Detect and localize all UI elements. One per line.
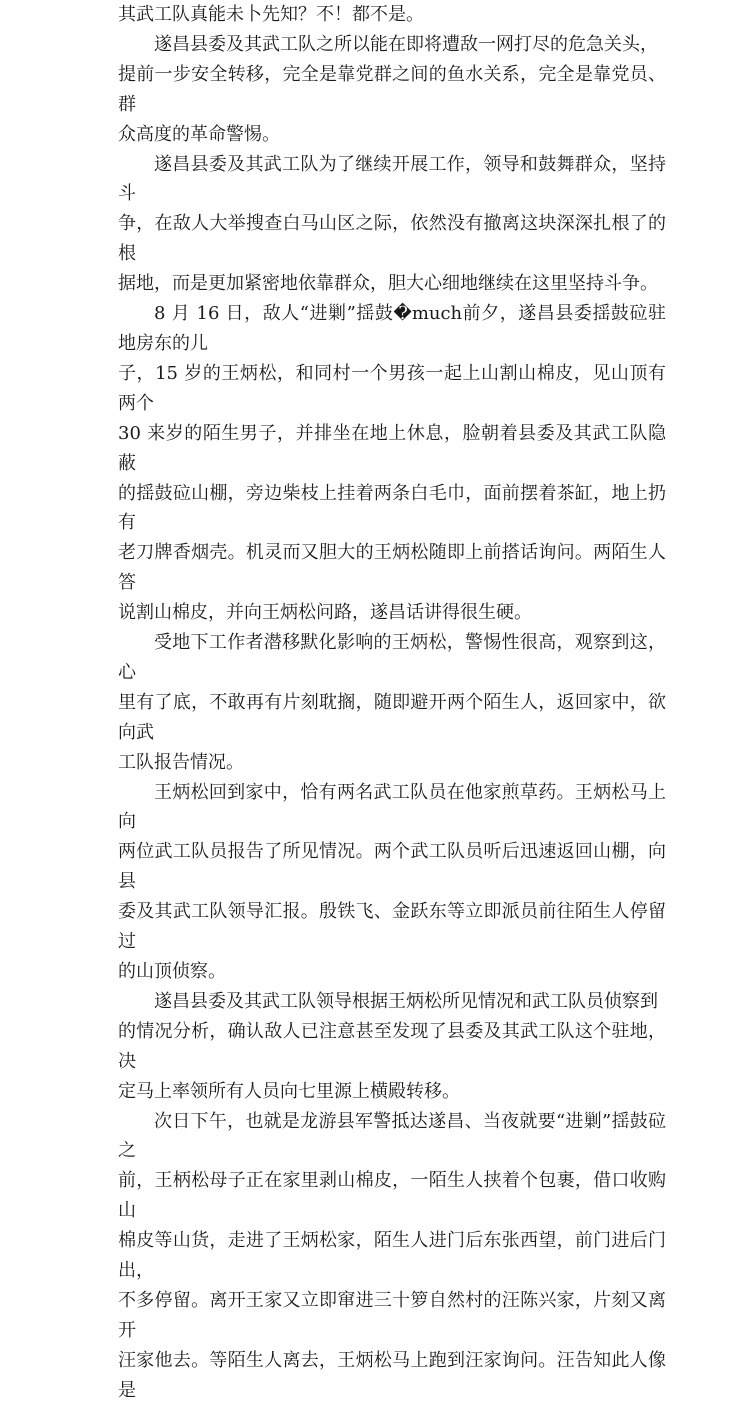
text-line: 遂昌县委及其武工队领导根据王炳松所见情况和武工队员侦察到: [154, 990, 658, 1012]
paragraph-5: [118, 628, 666, 778]
text-line: 工队报告情况。: [118, 751, 244, 773]
text-line: 其武工队真能未卜先知？不！都不是。: [118, 4, 424, 25]
text-line: 说割山棉皮，并向王炳松问路，遂昌话讲得很生硬。: [118, 602, 532, 624]
paragraph-2: [118, 30, 666, 150]
text-line: 争，在敌人大举搜查白马山区之际，依然没有撤离这块深深扎根了的根: [118, 213, 666, 265]
text-line: 次日下午，也就是龙游县军警抵达遂昌、当夜就要“进剿”揺鼓砬之: [118, 1110, 666, 1162]
text-line: 棉皮等山货，走进了王炳松家，陌生人进门后东张西望，前门进后门出，: [118, 1230, 666, 1282]
text-line: 据地，而是更加紧密地依靠群众，胆大心细地继续在这里坚持斗争。: [118, 273, 658, 295]
text-line: 不多停留。离开王家又立即窜进三十箩自然村的汪陈兴家，片刻又离开: [118, 1289, 666, 1341]
paragraph-8: [118, 1107, 666, 1406]
text-line: 8 月 16 日，敌人“进剿”揺鼓�much前夕，遂昌县委揺鼓砬驻地房东的儿: [118, 303, 666, 354]
text-line: 遂昌县委及其武工队之所以能在即将遭敌一网打尽的危急关头，: [154, 33, 658, 55]
paragraph-6: [118, 778, 666, 987]
paragraph-7: [118, 987, 666, 1107]
paragraph-1: [118, 0, 666, 30]
text-line: 的情况分析，确认敌人已注意甚至发现了县委及其武工队这个驻地，决: [118, 1020, 666, 1072]
text-line: 受地下工作者潜移默化影响的王炳松，警惕性很高，观察到这，心: [118, 632, 666, 683]
text-line: 汪家他去。等陌生人离去，王炳松马上跑到汪家询问。汪告知此人像是: [118, 1349, 666, 1401]
paragraph-3: [118, 150, 666, 300]
text-line: 子，15 岁的王炳松，和同村一个男孩一起上山割山棉皮，见山顶有两个: [118, 362, 666, 414]
text-line: 提前一步安全转移，完全是靠党群之间的鱼水关系，完全是靠党员、群: [118, 63, 666, 115]
text-line: 的山顶侦察。: [118, 961, 226, 982]
text-line: 王炳松回到家中，恰有两名武工队员在他家煎草药。王炳松马上向: [118, 781, 666, 833]
text-line: 定马上率领所有人员向七里源上横殿转移。: [118, 1080, 460, 1102]
text-line: 老刀牌香烟壳。机灵而又胆大的王炳松随即上前搭话询问。两陌生人答: [118, 542, 666, 594]
text-line: 遂昌县委及其武工队为了继续开展工作，领导和鼓舞群众，坚持斗: [118, 153, 666, 205]
text-line: 两位武工队员报告了所见情况。两个武工队员听后迅速返回山棚，向县: [118, 841, 666, 893]
text-line: 众高度的革命警惕。: [118, 123, 280, 145]
text-line: 的揺鼓砬山棚，旁边柴枝上挂着两条白毛巾，面前摆着茶缸，地上扔有: [118, 482, 666, 534]
document-page: [118, 0, 666, 1406]
text-line: 30 来岁的陌生男子，并排坐在地上休息，脸朝着县委及其武工队隐蔽: [118, 422, 666, 474]
text-line: 前，王柄松母子正在家里剥山棉皮，一陌生人挟着个包裹，借口收购山: [118, 1170, 666, 1222]
text-line: 里有了底，不敢再有片刻耽搁，随即避开两个陌生人，返回家中，欲向武: [118, 691, 666, 743]
paragraph-4: [118, 299, 666, 628]
text-line: 委及其武工队领导汇报。殷铁飞、金跃东等立即派员前往陌生人停留过: [118, 901, 666, 953]
